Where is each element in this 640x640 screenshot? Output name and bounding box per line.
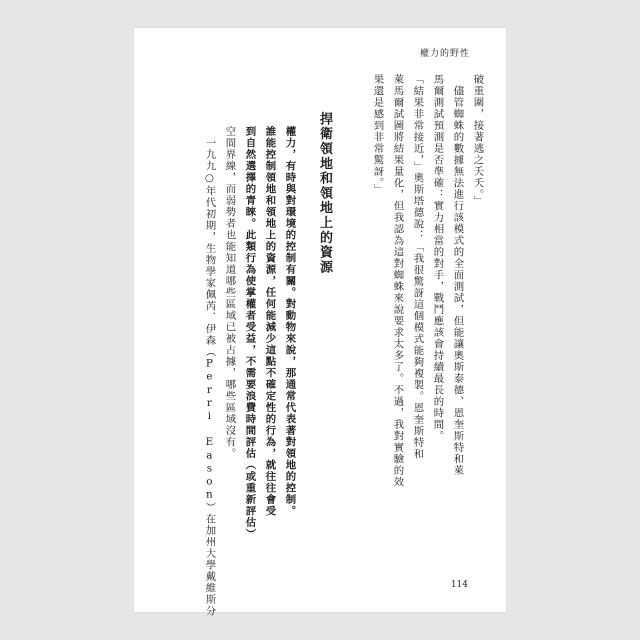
- page-number: 114: [450, 580, 468, 590]
- text-column-1: 破重圍，接著逃之夭夭。」: [471, 74, 484, 207]
- text-column-9: 到自然選擇的青睞。此類行為使掌權者受益，不需要浪費時間評估（或重新評估）: [243, 126, 256, 540]
- text-column-7: 權力，有時與對環境的控制有關。對動物來說，那通常代表著對領地的控制。: [283, 126, 296, 517]
- book-page: [134, 28, 506, 617]
- section-heading: 捍衛領地和領地上的資源: [317, 112, 332, 275]
- text-column-5: 萊馬爾試圖將結果量化，但我認為這對蜘蛛來說要求太多了。不過，我對實驗的效: [391, 74, 404, 488]
- text-column-10: 空間界線，而弱勢者也能知道哪些區域已被占據，哪些區域沒有。: [223, 126, 236, 460]
- text-column-4: 「結果非常接近，」奧斯塔德說：「我很驚訝這個模式能夠複製。恩奎斯特和: [411, 74, 424, 460]
- text-column-2: 儘管蜘蛛的數據無法進行該模式的全面測試，但能讓奧斯泰德、恩奎斯特和萊: [451, 74, 464, 477]
- running-head: 權力的野性: [419, 49, 470, 59]
- text-column-8: 誰能控制領地和領地上的資源，任何能減少這點不確定性的行為，就往往會受: [263, 126, 276, 517]
- text-column-3: 馬爾測試預測是否準確：實力相當的對手，戰鬥應該會持續最長的時間。: [431, 74, 444, 442]
- text-column-11: 一九九○年代初期，生物學家佩芮．伊森（Perri Eason）在加州大學戴維斯分: [203, 126, 216, 617]
- text-column-6: 果還是感到非常驚訝。」: [371, 74, 384, 196]
